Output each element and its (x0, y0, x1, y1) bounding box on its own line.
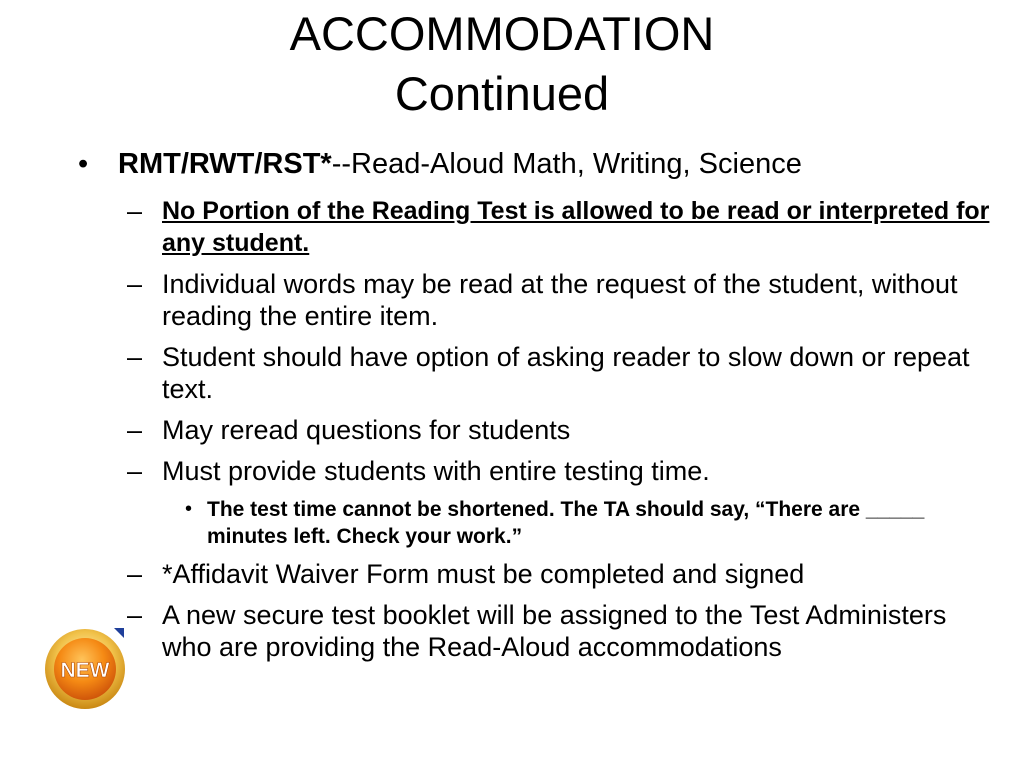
sub-item-reading-test: No Portion of the Reading Test is allowed to be read or interpreted for any student. (162, 197, 990, 257)
main-bullet (118, 148, 998, 181)
dash-icon: – (127, 269, 143, 299)
sub-item-affidavit: *Affidavit Waiver Form must be completed and signed (162, 559, 805, 589)
dash-icon: – (127, 600, 143, 630)
sub-item-individual-words: Individual words may be read at the request of the student, without reading the entire item. (162, 269, 958, 331)
sub-item-testing-time: Must provide students with entire testing time. (162, 456, 710, 486)
sub-sub-item-test-time: The test time cannot be shortened. The TA should say, “There are _____ minutes left. Check your work.” (207, 498, 925, 548)
bullet-dot-icon: • (78, 148, 89, 180)
badge-label: NEW (60, 659, 110, 682)
sub-item-reread: May reread questions for students (162, 415, 571, 445)
dash-icon: – (127, 342, 143, 372)
main-bullet-text: --Read-Aloud Math, Writing, Science (331, 148, 802, 180)
dash-icon: – (127, 415, 143, 445)
main-bullet-code: RMT/RWT/RST* (118, 148, 332, 180)
sub-item-slow-down: Student should have option of asking reader to slow down or repeat text. (162, 342, 970, 404)
badge-corner (114, 628, 124, 638)
new-badge-icon (44, 628, 126, 710)
title-line-2: Continued (394, 67, 610, 120)
sub-item-secure-booklet: A new secure test booklet will be assigned to the Test Administers who are providing the Read-Aloud accommodations (162, 600, 947, 662)
dash-icon: – (127, 456, 143, 486)
dash-icon: – (127, 196, 143, 226)
bullet-dot-icon: • (185, 498, 193, 520)
dash-icon: – (127, 559, 143, 589)
title-line-1: ACCOMMODATION (289, 7, 715, 60)
